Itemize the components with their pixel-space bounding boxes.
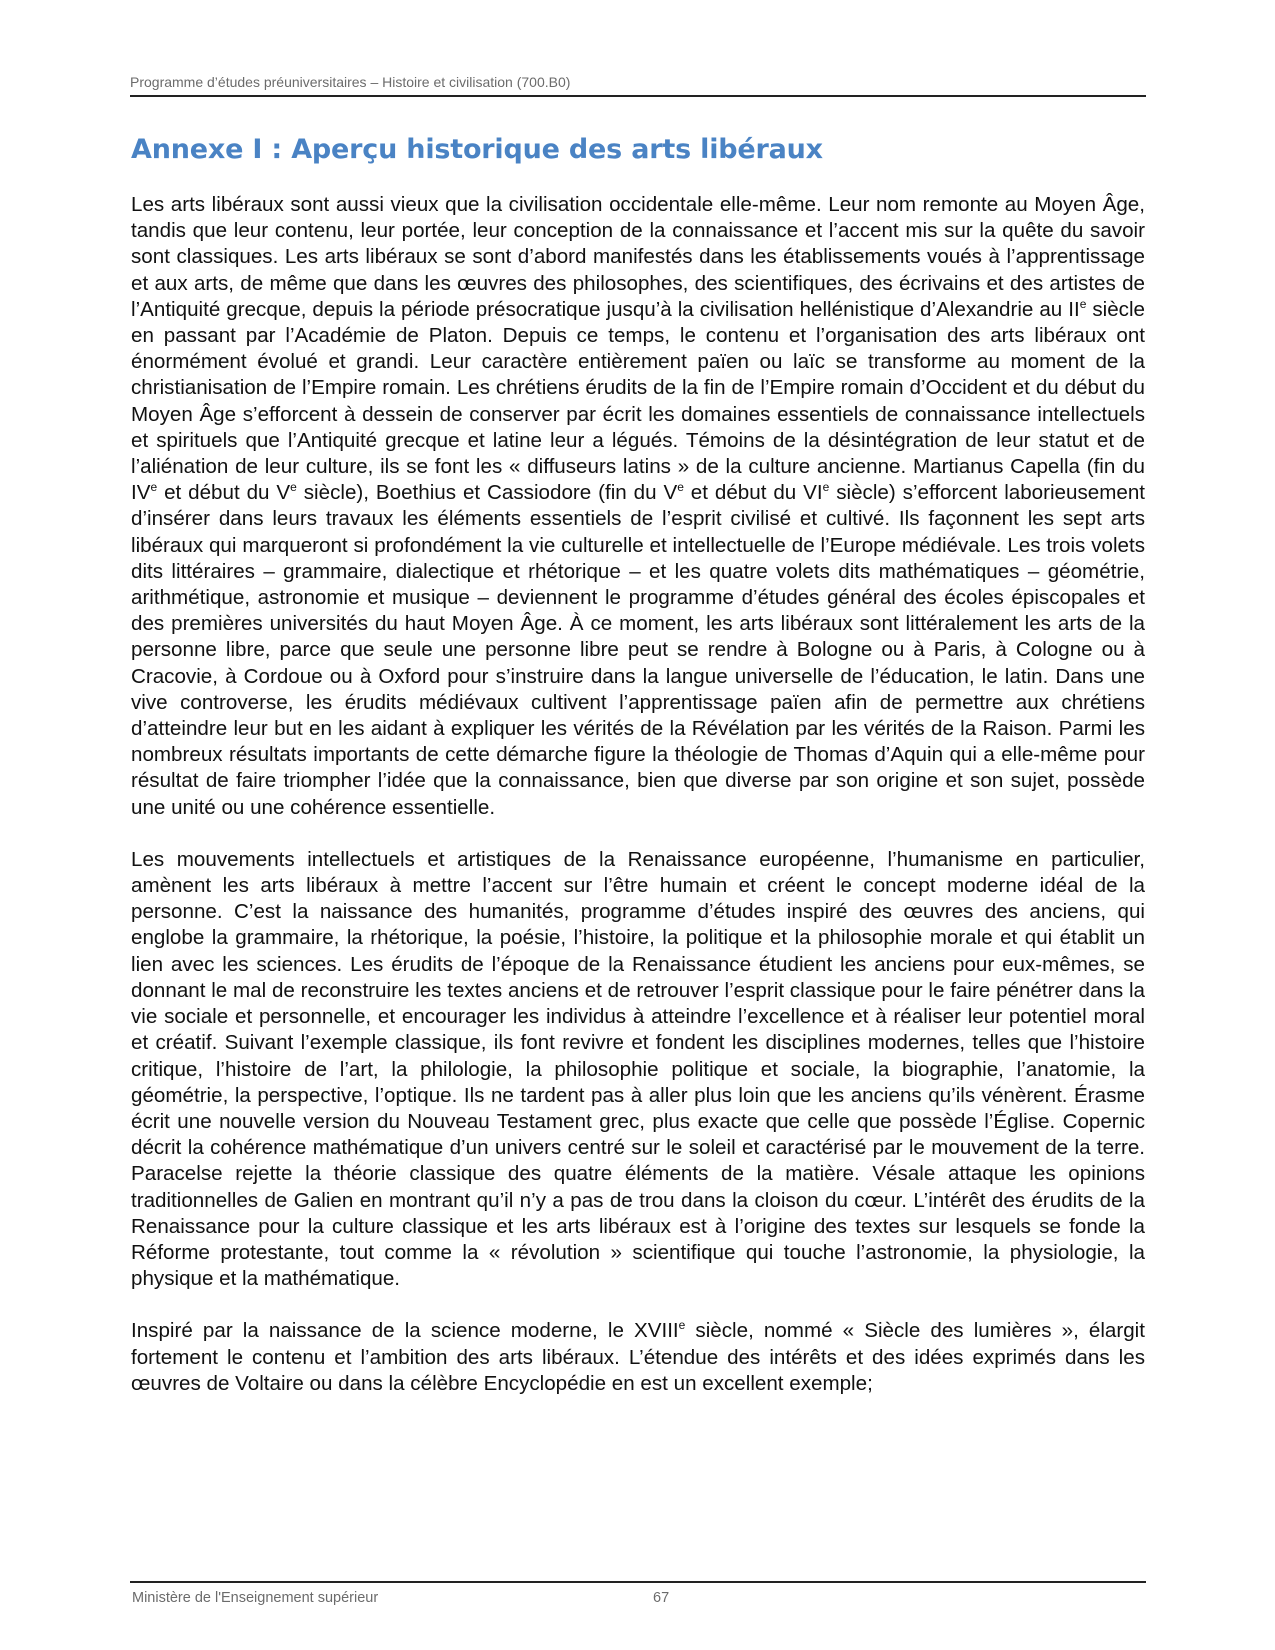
page-number: 67: [653, 1590, 670, 1606]
running-header: [130, 74, 1146, 97]
paragraph-2: Les mouvements intellectuels et artistiques de la Renaissance européenne, l’humanisme en particulier, amènent les arts libéraux à mettre l’accent sur l’être humain et créent le concept moderne idéal de la personne. C’est la naissance des humanités, programme d’études inspiré des œuvres des anciens, qui englobe la grammaire, la rhétorique, la poésie, l’histoire, la politique et la philosophie morale et qui établit un lien avec les sciences. Les érudits de l’époque de la Renaissance étudient les anciens pour eux-mêmes, se donnant le mal de reconstruire les textes anciens et de retrouver l’esprit classique pour le faire pénétrer dans la vie sociale et personnelle, et encourager les individus à atteindre l’excellence et à réaliser leur potentiel moral et créatif. Suivant l’exemple classique, ils font revivre et fondent les disciplines modernes, telles que l’histoire critique, l’histoire de l’art, la philologie, la philosophie politique et sociale, la biographie, l’anatomie, la géométrie, la perspective, l’optique. Ils ne tardent pas à aller plus loin que les anciens qu’ils vénèrent. Érasme écrit une nouvelle version du Nouveau Testament grec, plus exacte que celle que possède l’Église. Copernic décrit la cohérence mathématique d’un univers centré sur le soleil et caractérisé par le mouvement de la terre. Paracelse rejette la théorie classique des quatre éléments de la matière. Vésale attaque les opinions traditionnelles de Galien en montrant qu’il n’y a pas de trou dans la cloison du cœur. L’intérêt des érudits de la Renaissance pour la culture classique et les arts libéraux est à l’origine des textes sur lesquels se fonde la Réforme protestante, tout comme la « révolution » scientifique qui touche l’astronomie, la physiologie, la physique et la mathématique.: [131, 847, 1145, 1291]
document-body: [131, 192, 1145, 1423]
page-title: Annexe I : Aperçu historique des arts libéraux: [131, 134, 823, 165]
paragraph-3: Inspiré par la naissance de la science moderne, le XVIIIe siècle, nommé « Siècle des lumières », élargit fortement le contenu et l’ambition des arts libéraux. L’étendue des intérêts et des idées exprimés dans les œuvres de Voltaire ou dans la célèbre Encyclopédie en est un excellent exemple;: [131, 1318, 1145, 1395]
footer-ministry: Ministère de l'Enseignement supérieur: [132, 1590, 379, 1606]
paragraph-1: Les arts libéraux sont aussi vieux que la civilisation occidentale elle-même. Leur nom remonte au Moyen Âge, tandis que leur contenu, leur portée, leur conception de la connaissance et l’accent mis sur la quête du savoir sont classiques. Les arts libéraux se sont d’abord manifestés dans les établissements voués à l’apprentissage et aux arts, de même que dans les œuvres des philosophes, des scientifiques, des écrivains et des artistes de l’Antiquité grecque, depuis la période présocratique jusqu’à la civilisation hellénistique d’Alexandrie au IIe siècle en passant par l’Académie de Platon. Depuis ce temps, le contenu et l’organisation des arts libéraux ont énormément évolué et grandi. Leur caractère entièrement païen ou laïc se transforme au moment de la christianisation de l’Empire romain. Les chrétiens érudits de la fin de l’Empire romain d’Occident et du début du Moyen Âge s’efforcent à dessein de conserver par écrit les domaines essentiels de connaissance intellectuels et spirituels que l’Antiquité grecque et latine leur a légués. Témoins de la désintégration de leur statut et de l’aliénation de leur culture, ils se font les « diffuseurs latins » de la culture ancienne. Martianus Capella (fin du IVe et début du Ve siècle), Boethius et Cassiodore (fin du Ve et début du VIe siècle) s’efforcent laborieusement d’insérer dans leurs travaux les éléments essentiels de l’esprit civilisé et cultivé. Ils façonnent les sept arts libéraux qui marqueront si profondément la vie culturelle et intellectuelle de l’Europe médiévale. Les trois volets dits littéraires – grammaire, dialectique et rhétorique – et les quatre volets dits mathématiques – géométrie, arithmétique, astronomie et musique – deviennent le programme d’études général des écoles épiscopales et des premières universités du haut Moyen Âge. À ce moment, les arts libéraux sont littéralement les arts de la personne libre, parce que seule une personne libre peut se rendre à Bologne ou à Paris, à Cologne ou à Cracovie, à Cordoue ou à Oxford pour s’instruire dans la langue universelle de l’éducation, le latin. Dans une vive controverse, les érudits médiévaux cultivent l’apprentissage païen afin de permettre aux chrétiens d’atteindre leur but en les aidant à expliquer les vérités de la Révélation par les vérités de la Raison. Parmi les nombreux résultats importants de cette démarche figure la théologie de Thomas d’Aquin qui a elle-même pour résultat de faire triompher l’idée que la connaissance, bien que diverse par son origine et son sujet, possède une unité ou une cohérence essentielle.: [131, 193, 1146, 819]
running-title: Programme d’études préuniversitaires – Histoire et civilisation (700.B0): [130, 74, 571, 90]
page-footer: [130, 1581, 1146, 1606]
